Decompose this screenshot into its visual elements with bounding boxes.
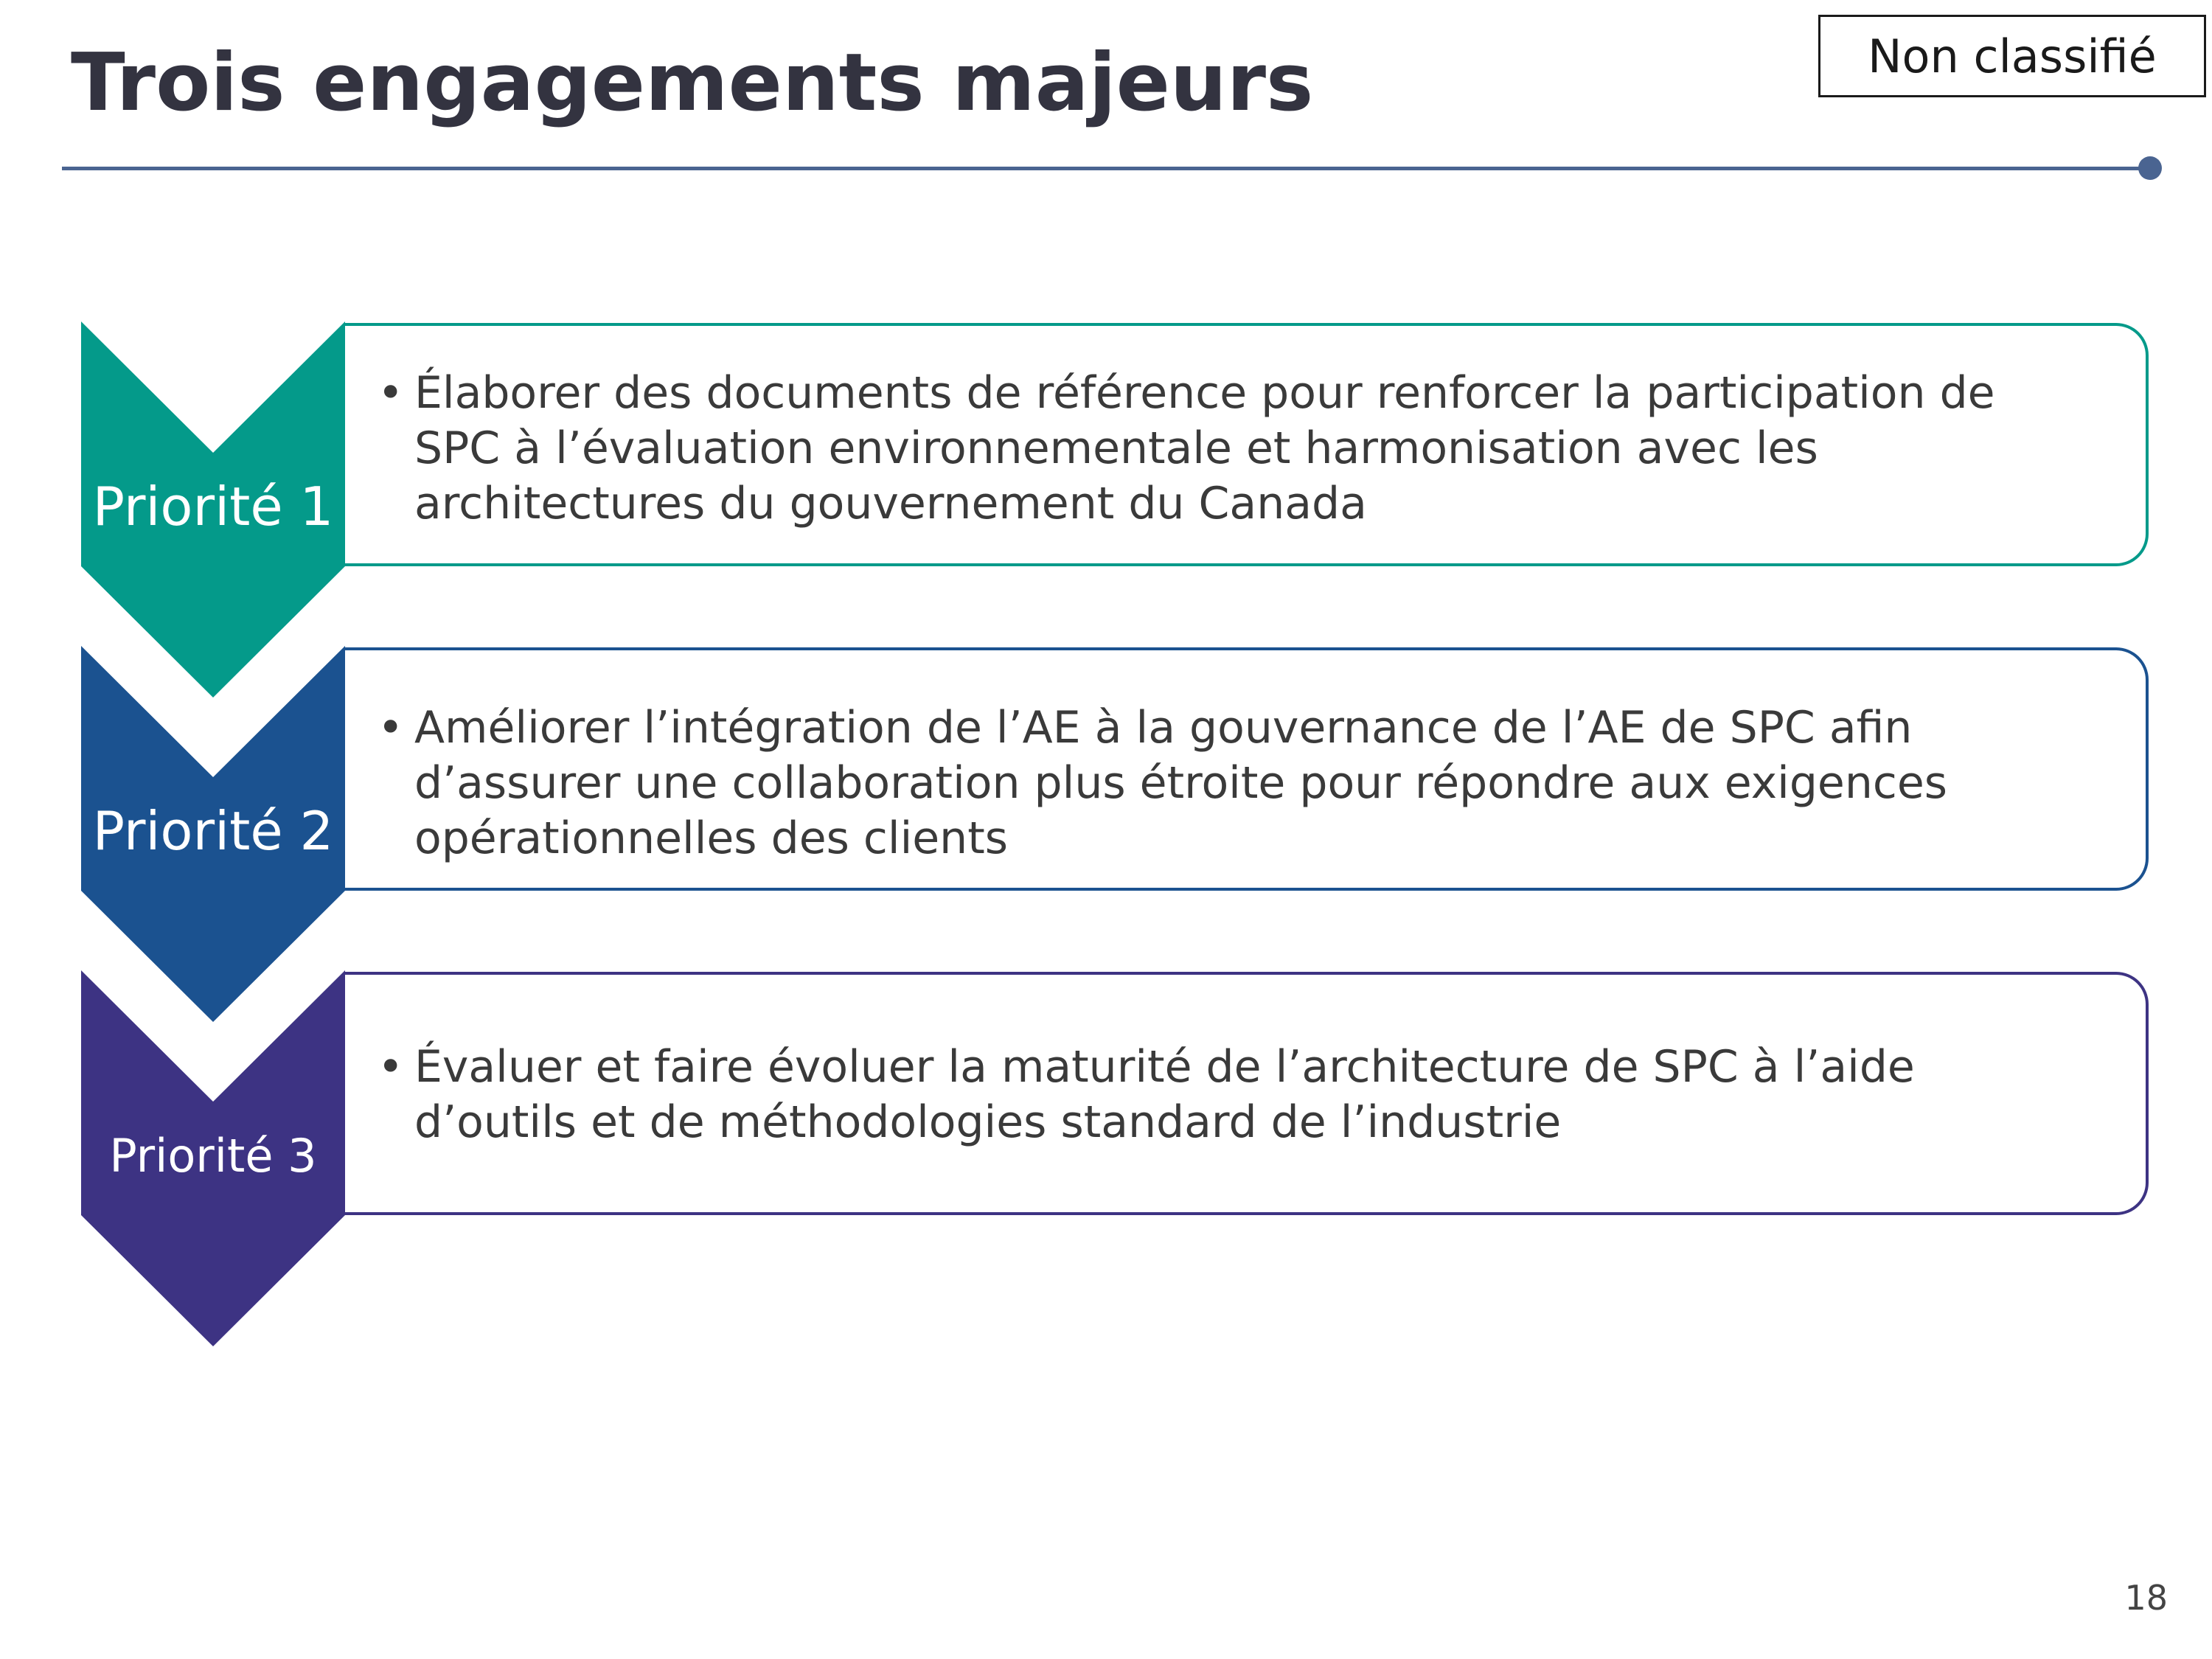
priority-2-bullet-item	[378, 700, 2087, 866]
title-divider	[62, 167, 2149, 170]
priority-2-label: Priorité 2	[92, 800, 334, 862]
priority-3-chevron	[81, 970, 345, 1346]
priority-1-label: Priorité 1	[92, 476, 334, 538]
priority-3-box	[344, 972, 2149, 1215]
priority-1-text: Élaborer des documents de référence pour renforcer la participation de SPC à l’évaluation environnementale et harmonisation avec les architectures du gouvernement du Canada	[414, 367, 1995, 529]
classification-label: Non classifié	[1818, 15, 2206, 97]
priority-1-box	[344, 323, 2149, 566]
priority-3-label: Priorité 3	[109, 1129, 317, 1183]
bullet-marker: •	[378, 702, 404, 754]
priority-3-text: Évaluer et faire évoluer la maturité de l’architecture de SPC à l’aide d’outils et de méthodologies standard de l’industrie	[414, 1041, 1915, 1148]
priority-2-box	[344, 647, 2149, 891]
priority-2-chevron	[81, 646, 345, 1022]
bullet-marker: •	[378, 367, 404, 419]
slide-title: Trois engagements majeurs	[71, 37, 1314, 129]
bullet-marker: •	[378, 1041, 404, 1093]
priority-2-text: Améliorer l’intégration de l’AE à la gouvernance de l’AE de SPC afin d’assurer une collaboration plus étroite pour répondre aux exigences opérationnelles des clients	[414, 702, 1948, 864]
title-divider-dot	[2138, 156, 2162, 180]
priority-3-bullet-item	[378, 1040, 2087, 1150]
priority-1-chevron	[81, 321, 345, 698]
page-number: 18	[2124, 1578, 2168, 1618]
priority-1-bullet-item	[378, 366, 2087, 532]
